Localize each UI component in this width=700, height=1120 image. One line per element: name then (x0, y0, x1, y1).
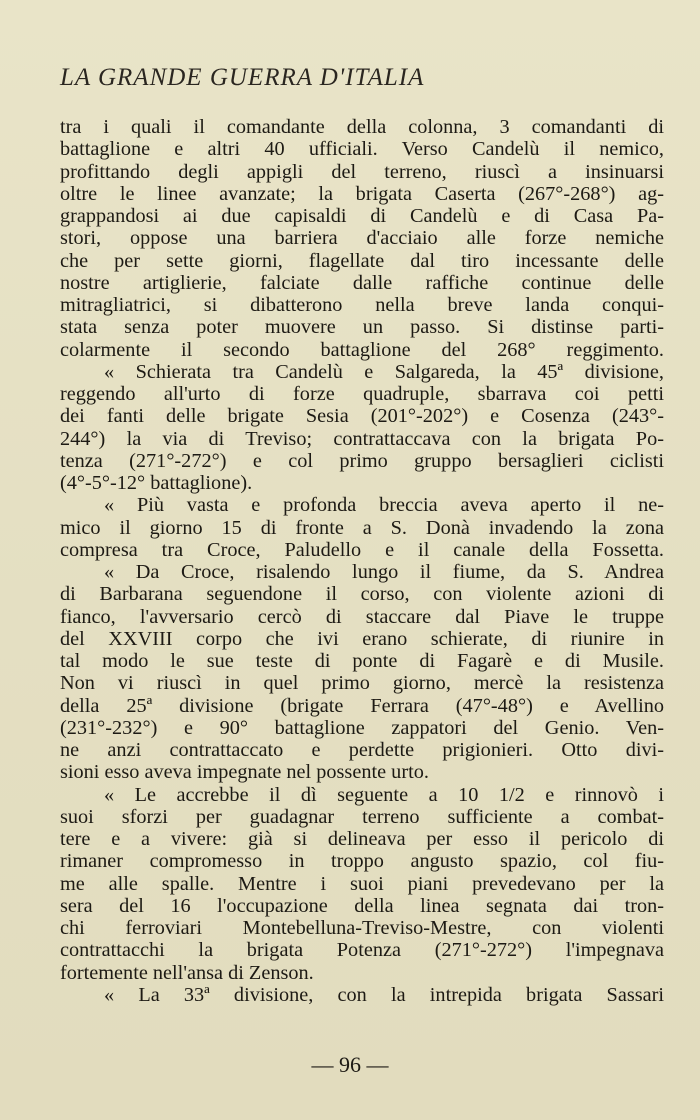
body-text (60, 116, 664, 1006)
text-line: « La 33ª divisione, con la intrepida brigata Sassari (104, 983, 664, 1006)
text-line: tal modo le sue teste di ponte di Fagarè e di Musile. (60, 650, 664, 672)
page-number: — 96 — (311, 1052, 389, 1077)
text-line: stata senza poter muovere un passo. Si distinse parti- (60, 316, 664, 339)
text-line: mico il giorno 15 di fronte a S. Donà invadendo la zona (60, 516, 664, 539)
text-line: « Più vasta e profonda breccia aveva aperto il ne- (104, 494, 664, 517)
text-line: fianco, l'avversario cercò di staccare dal Piave le truppe (60, 605, 664, 628)
text-line: nostre artiglierie, falciate dalle raffiche continue delle (60, 271, 664, 294)
text-line: suoi sforzi per guadagnar terreno sufficiente a combat- (60, 805, 664, 828)
text-line: battaglione e altri 40 ufficiali. Verso Candelù il nemico, (60, 138, 664, 161)
text-line: della 25ª divisione (brigate Ferrara (47°-48°) e Avellino (60, 694, 664, 717)
text-line: che per sette giorni, flagellate dal tiro incessante delle (60, 249, 664, 272)
text-line: dei fanti delle brigate Sesia (201°-202°) e Cosenza (243°- (60, 405, 664, 428)
text-line: rimaner compromesso in troppo angusto spazio, col fiu- (60, 850, 664, 873)
text-line: fortemente nell'ansa di Zenson. (60, 961, 314, 984)
text-line: stori, oppose una barriera d'acciaio alle forze nemiche (60, 227, 664, 250)
text-line: grappandosi ai due capisaldi di Candelù e di Casa Pa- (60, 205, 664, 227)
text-line: mitragliatrici, si dibatterono nella breve landa conqui- (60, 294, 664, 316)
text-line: sioni esso aveva impegnate nel possente urto. (60, 761, 429, 784)
text-line: me alle spalle. Mentre i suoi piani prevedevano per la (60, 872, 664, 895)
text-line: del XXVIII corpo che ivi erano schierate, di riunire in (60, 627, 664, 650)
text-line: compresa tra Croce, Paludello e il canale della Fossetta. (60, 538, 664, 561)
text-line: reggendo all'urto di forze quadruple, sbarrava coi petti (60, 383, 664, 405)
text-line: 244°) la via di Treviso; contrattaccava con la brigata Po- (60, 427, 664, 450)
text-line: tenza (271°-272°) e col primo gruppo bersaglieri ciclisti (60, 449, 664, 472)
text-line: tere e a vivere: già si delineava per esso il pericolo di (60, 828, 664, 850)
text-line: di Barbarana seguendone il corso, con violente azioni di (60, 583, 664, 606)
text-line: « Schierata tra Candelù e Salgareda, la 45ª divisione, (104, 360, 664, 383)
text-line: (231°-232°) e 90° battaglione zappatori del Genio. Ven- (60, 716, 664, 739)
text-line: chi ferroviari Montebelluna-Treviso-Mestre, con violenti (60, 917, 664, 939)
text-line: colarmente il secondo battaglione del 268° reggimento. (60, 338, 664, 361)
running-head: LA GRANDE GUERRA D'ITALIA (60, 64, 425, 91)
text-line: tra i quali il comandante della colonna, 3 comandanti di (60, 116, 664, 138)
text-line: « Le accrebbe il dì seguente a 10 1/2 e rinnovò i (104, 783, 664, 806)
text-line: Non vi riuscì in quel primo giorno, mercè la resistenza (60, 672, 664, 695)
text-line: oltre le linee avanzate; la brigata Caserta (267°-268°) ag- (60, 182, 664, 205)
text-line: contrattacchi la brigata Potenza (271°-272°) l'impegnava (60, 939, 664, 962)
text-line: profittando degli appigli del terreno, riuscì a insinuarsi (60, 160, 664, 183)
text-line: (4°-5°-12° battaglione). (60, 472, 253, 494)
text-line: ne anzi contrattaccato e perdette prigionieri. Otto divi- (60, 739, 664, 761)
text-line: sera del 16 l'occupazione della linea segnata dai tron- (60, 894, 664, 917)
text-line: « Da Croce, risalendo lungo il fiume, da S. Andrea (104, 561, 664, 583)
